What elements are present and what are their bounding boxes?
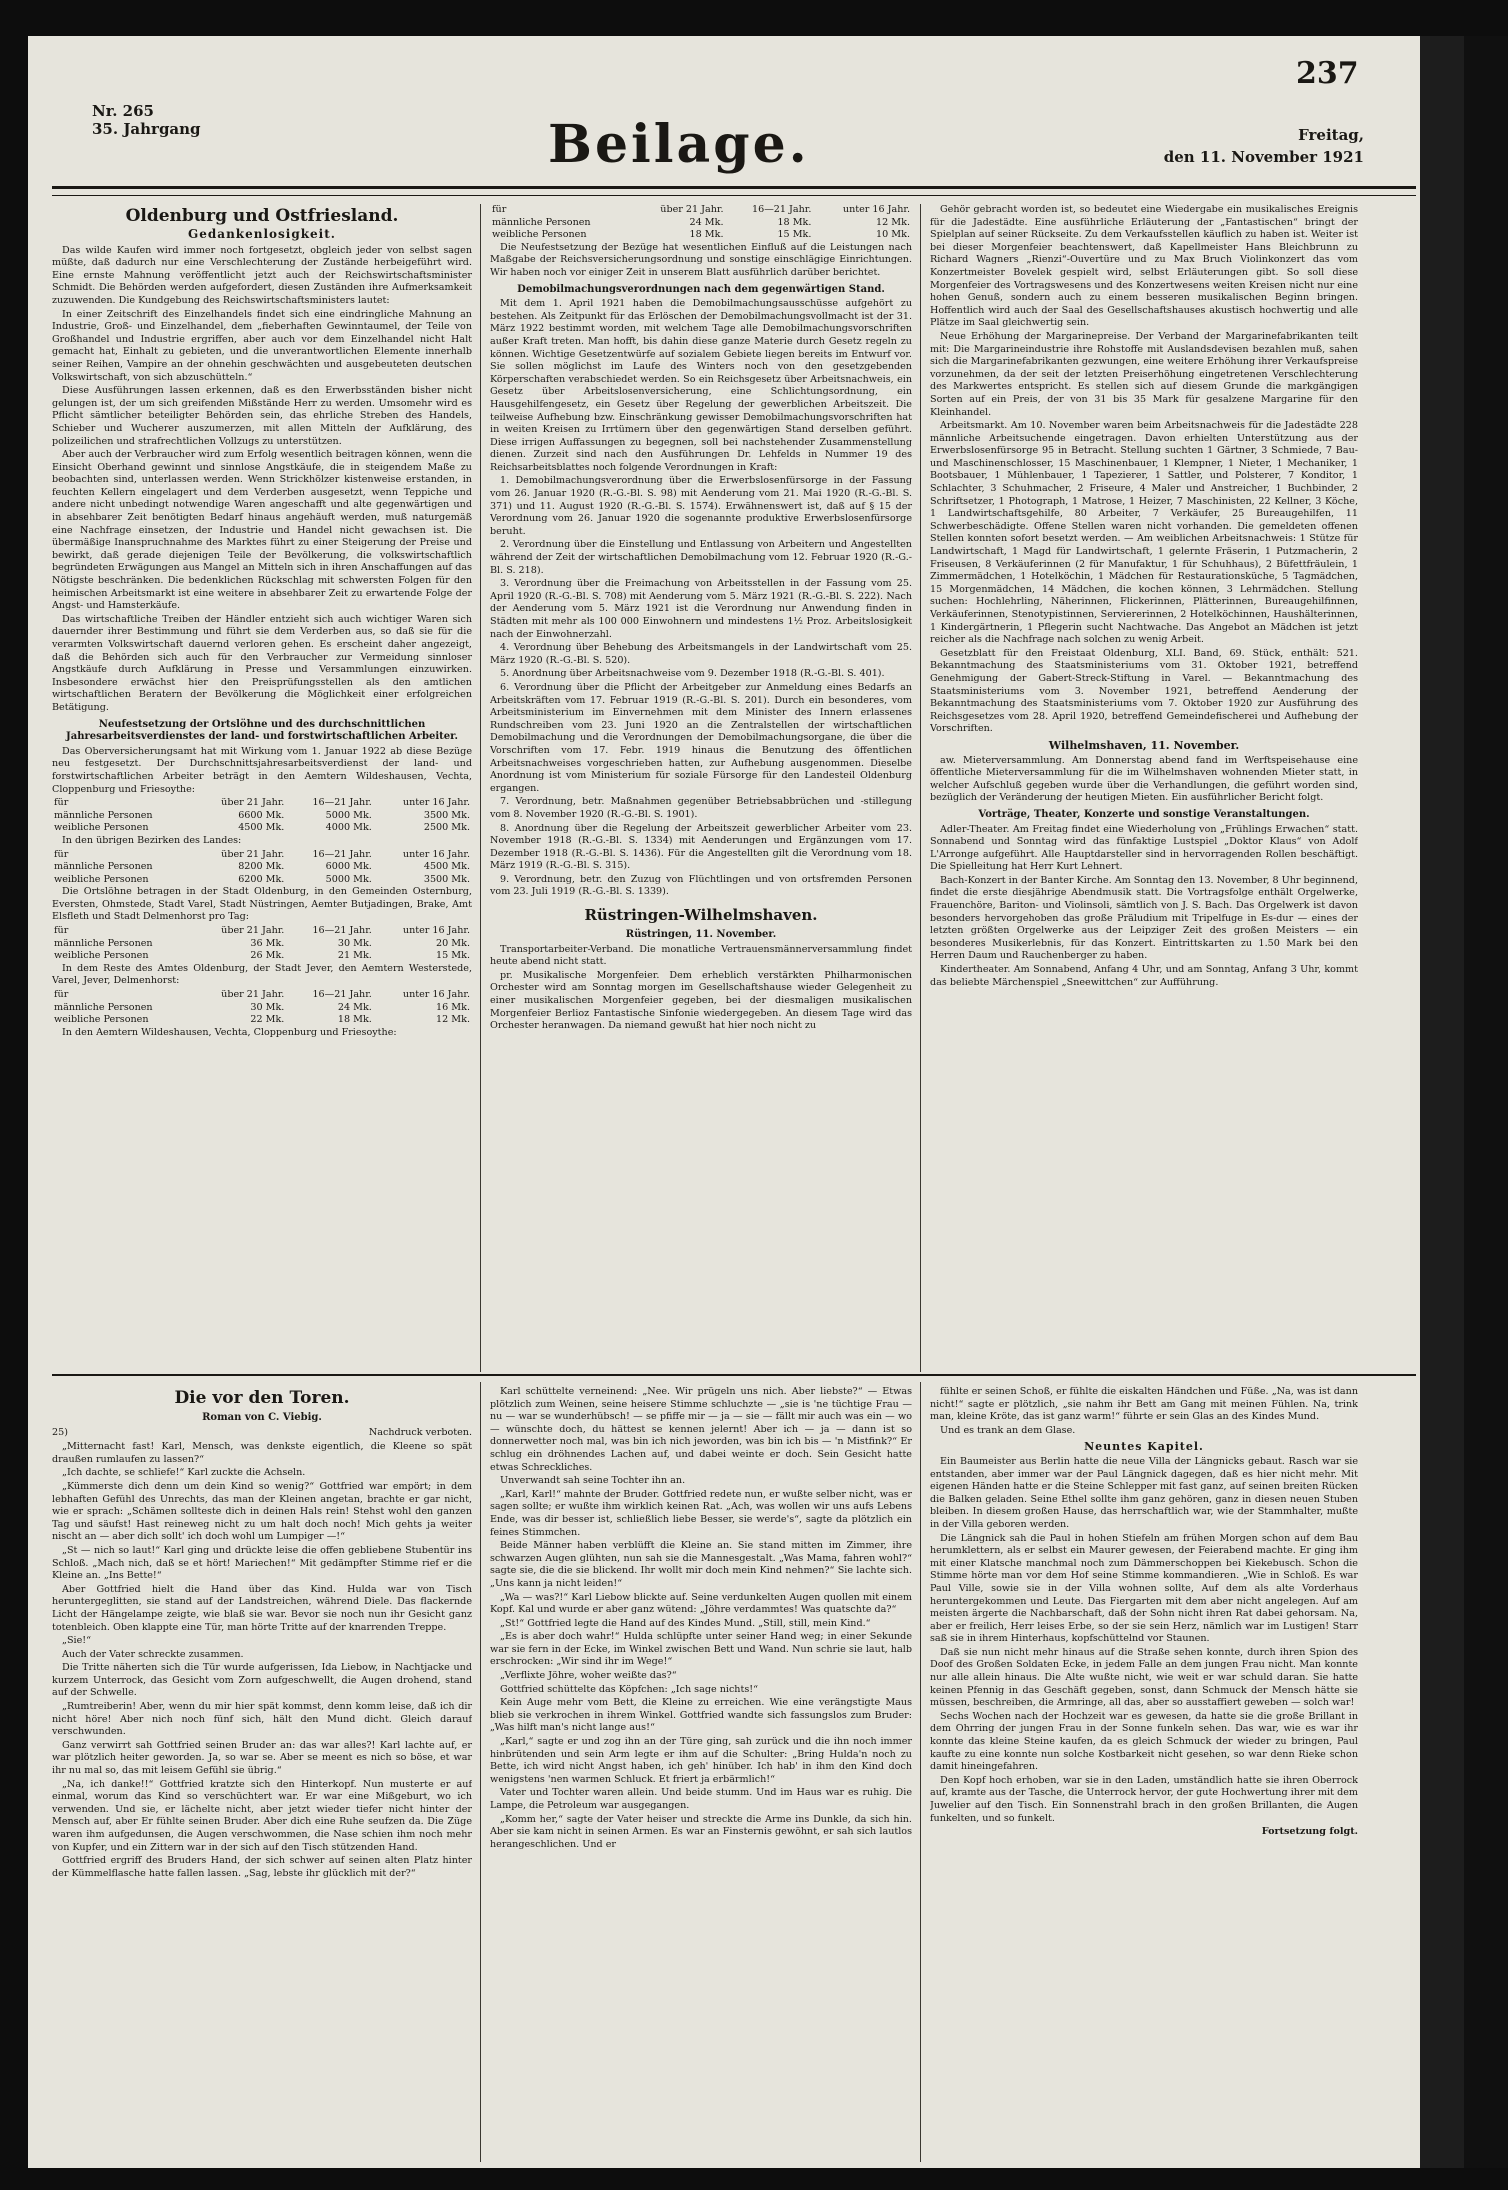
article-paragraph: 6. Verordnung über die Pflicht der Arbeitgeber zur Anmeldung eines Bedarfs an Arbeitskräften vom 17. Februar 1919 (R.-G.-Bl. S. 201). Durch ein besonderes, vom Arbeitsministerium im Einvernehmen mit dem Minister des Innern erlassenes Rundschreiben vom 23. Juni 1920 an die Zentralstellen der wirtschaftlichen Demobilmachung und die Verordnungen der Demobilmachungsorgane, die über die Vorschriften vom 17. Febr. 1919 hinaus die Benutzung des öffentlichen Arbeitsnachweises vorgeschrieben hatten, zur Aufhebung ausgenommen. Dieselbe Anordnung ist vom Ministerium für soziale Fürsorge für den Landesteil Oldenburg ergangen.: [490, 681, 912, 794]
table-header: für: [492, 204, 507, 215]
novel-paragraph: Gottfried ergriff des Bruders Hand, der sich schwer auf seinen alten Platz hinter der Kümmelflasche hatte fallen lassen. „Sag, lebste ihr glücklich mit der?“: [52, 1855, 472, 1879]
article-paragraph: Gesetzblatt für den Freistaat Oldenburg, XLI. Band, 69. Stück, enthält: 521. Bekanntmachung des Staatsministeriums vom 31. Oktober 1921, betreffend Genehmigung der Gabert-Streck-Stiftung in Varel. — Bekanntmachung des Staatsministeriums vom 3. November 1921, betreffend Aenderung der Bekanntmachung des Staatsministeriums vom 7. Oktober 1920 zur Ausführung des Reichsgesetzes vom 28. April 1920, betreffend Gemeindefischerei und Aufhebung der Vorschriften.: [930, 647, 1358, 735]
newspaper-page: [28, 36, 1420, 2168]
wage-table-d: [52, 989, 472, 1027]
serial-meta: [52, 1427, 472, 1440]
article-paragraph: 4. Verordnung über Behebung des Arbeitsmangels in der Landwirtschaft vom 25. März 1920 (R.-G.-Bl. S. 520).: [490, 642, 912, 666]
novel-paragraph: „Kümmerste dich denn um dein Kind so wenig?“ Gottfried war empört; in dem lebhaften Gefühl des Unrechts, das man der Kleinen angetan, brachte er gar nicht, wie er sprach: „Schämen sollteste dich in deinen Hals rein! Stehst wohl den ganzen Tag und säufst! Hast reineweg nicht zu um halt doch noch! Mich gehts ja weiter nischt an — aber dich sollt' ich doch wohl um Lumpiger —!“: [52, 1480, 472, 1543]
article-paragraph: Neue Erhöhung der Margarinepreise. Der Verband der Margarinefabrikanten teilt mit: Die Margarineindustrie ihre Rohstoffe mit Auslandsdevisen bezahlen muß, sahen sich die Margarinefabrikanten gezwungen, eine weitere Erhöhung ihrer Verkaufspreise vorzunehmen, da der seit der letzten Preiserhöhung eingetretenen Verschlechterung des Markwertes entspricht. Es stellen sich auf diesem Grunde die markgängigen Sorten auf ein Preis, der von 31 bis 35 Mark für gesalzene Margarine für den Kleinhandel.: [930, 330, 1358, 418]
novel-paragraph: „Rumtreiberin! Aber, wenn du mir hier spät kommst, denn komm leise, daß ich dir nicht höre! Aber nich noch fünf sich, hält den Mund dicht. Gleich darauf verschwunden.: [52, 1701, 472, 1738]
section-rule: [52, 1374, 1416, 1376]
article-paragraph: In den Aemtern Wildeshausen, Vechta, Cloppenburg und Friesoythe:: [62, 1026, 397, 1038]
wage-table-c: [52, 925, 472, 963]
article-paragraph: Das Oberversicherungsamt hat mit Wirkung vom 1. Januar 1922 ab diese Bezüge neu festgesetzt. Der Durchschnittsjahresarbeitsverdienst der land- und forstwirtschaftlichen Arbeiter beträgt in den Aemtern Wildeshausen, Vechta, Cloppenburg und Friesoythe:: [52, 745, 472, 795]
table-cell: weibliche Personen: [54, 822, 149, 834]
table-cell: 21 Mk.: [337, 950, 372, 962]
article-paragraph: In einer Zeitschrift des Einzelhandels findet sich eine eindringliche Mahnung an Industrie, Groß- und Einzelhandel, dem „fieberhaften Gewinntaumel, der Teile von Großhandel und Industrie ergriffen, aber auch vor dem Einzelhandel nicht Halt gemacht hat, Einhalt zu gebieten, und die unverantwortlichen Elemente innerhalb seiner Reihen, Vampire an der ohnehin geschwächten und ausgebeuteten deutschen Volkswirtschaft, von sich abzuschütteln.“: [52, 308, 472, 383]
table-cell: 30 Mk.: [250, 1001, 285, 1013]
masthead-rule: [52, 186, 1416, 196]
novel-paragraph: „Na, ich danke!!“ Gottfried kratzte sich den Hinterkopf. Nun musterte er auf einmal, worum das Kind so verschüchtert war. Er war eine Mißgeburt, wo ich verwenden. Und sie, er lächelte nicht, aber jetzt wieder tiefer nicht hinter der Mensch auf, aber Er fühlte seinen Bruder. Aber dich eine Ruhe seufzen da. Die Züge waren ihm aufgedunsen, die Augen verschwommen, die Nase schien ihm noch mehr von Kupfer, und ein Zittern war in der sich auf den Tisch stützenden Hand.: [52, 1778, 472, 1853]
table-header: unter 16 Jahr.: [402, 925, 470, 937]
serial-author: Roman von C. Viebig.: [202, 1412, 322, 1423]
table-cell: 36 Mk.: [250, 937, 285, 949]
table-cell: männliche Personen: [54, 937, 153, 949]
article-paragraph: 3. Verordnung über die Freimachung von Arbeitsstellen in der Fassung vom 25. April 1920 (R.-G.-Bl. S. 708) mit Aenderung vom 5. März 1921 (R.-G.-Bl. S. 222). Nach der Aenderung vom 5. März 1921 ist die Verordnung nur Anwendung finden in Städten mit mehr als 100 000 Einwohnern und mindestens 1½ Proz. Arbeitslosigkeit nach der Einwohnerzahl.: [490, 578, 912, 640]
table-cell: 4500 Mk.: [423, 861, 470, 873]
table-header: 16—21 Jahr.: [312, 797, 372, 809]
article-paragraph: aw. Mieterversammlung. Am Donnerstag abend fand im Werftspeisehause eine öffentliche Mieterversammlung für die im Wilhelmshaven wohnenden Mieter statt, in welcher Aufschluß gegeben wurde über die Verhandlungen, die geführt worden sind, bezüglich der Veränderung der heutigen Mieten. Ein ausführlicher Bericht folgt.: [930, 754, 1358, 804]
novel-paragraph: Sechs Wochen nach der Hochzeit war es gewesen, da hatte sie die große Brillant in dem Ohrring der jungen Frau in der Sonne funkeln sehen. Das war, wie es war ihr konnte das kleine Steine kaufen, da es gleich Schmuck der wieder zu bringen, Paul kaufte zu eine konnte nun solche Kostbarkeit nicht gesehen, so war denn Rieke schon damit hineingefahren.: [930, 1710, 1358, 1773]
novel-paragraph: Ganz verwirrt sah Gottfried seinen Bruder an: das war alles?! Karl lachte auf, er war plötzlich heiter geworden. Ja, so war se. Aber se meent es nich so böse, et war ihr nu mal so, das mit leisem Gefühl sie übrig.“: [52, 1739, 472, 1777]
novel-paragraph: Auch der Vater schreckte zusammen.: [62, 1648, 244, 1660]
volume: 35. Jahrgang: [92, 120, 201, 138]
article-paragraph: Transportarbeiter-Verband. Die monatliche Vertrauensmännerversammlung findet heute abend nicht statt.: [490, 943, 912, 968]
table-cell: 26 Mk.: [250, 950, 285, 962]
table-cell: 24 Mk.: [337, 1001, 372, 1013]
article-paragraph: Gehör gebracht worden ist, so bedeutet eine Wiedergabe ein musikalisches Ereignis für die Jadestädte. Eine ausführliche Erläuterung der „Fantastischen“ bringt der Spielplan auf seiner Rückseite. Zu dem Verkaufsstellen käuflich zu haben ist. Weiter ist bei dieser Morgenfeier beachtenswert, daß Kapellmeister Hans Bleichbrunn zu Richard Wagners „Rienzi“-Ouvertüre und zu Max Bruch Violinkonzert das vom Konzertmeister Bovelek gespielt wird, selbst Erläuterungen gibt. So soll diese Morgenfeier des Vortragswesens und des Konzertwesens weiten Kreisen nicht nur eine hohen Genuß, sondern auch zu einem besseren musikalischen Beginn bringen. Hoffentlich wird auch der Saal des Gesellschaftshauses akustisch hochwertig und alle Plätze im Saal gleichwertig sein.: [930, 204, 1358, 329]
table-cell: 3500 Mk.: [423, 809, 470, 821]
table-cell: 12 Mk.: [876, 216, 910, 228]
table-header: für: [54, 797, 69, 809]
table-cell: 6200 Mk.: [238, 873, 285, 885]
dateline-ruestringen: Rüstringen, 11. November.: [625, 929, 777, 941]
article-paragraph: Das wilde Kaufen wird immer noch fortgesetzt, obgleich jeder von selbst sagen müßte, daß dadurch nur eine Verschlechterung der Zustände herbeigeführt wird. Eine ernste Mahnung veröffentlicht jetzt auch der Reichswirtschaftsminister Schmidt. Die Behörden werden aufgefordert, diesen Zuständen ihre Aufmerksamkeit zuzuwenden. Die Kundgebung des Reichswirtschaftsministers lautet:: [52, 244, 472, 306]
article-paragraph: 7. Verordnung, betr. Maßnahmen gegenüber Betriebsabbrüchen und -stillegung vom 8. November 1920 (R.-G.-Bl. S. 1901).: [490, 796, 912, 820]
novel-paragraph: „Mitternacht fast! Karl, Mensch, was denkste eigentlich, die Kleene so spät draußen rumlaufen zu lassen?“: [52, 1441, 472, 1465]
table-header: unter 16 Jahr.: [402, 989, 470, 1001]
novel-paragraph: Beide Männer haben verblüfft die Kleine an. Sie stand mitten im Zimmer, ihre schwarzen Augen glühten, nun sah sie die Mannesgestalt. „Was Mama, fahren wohl?“ sagte sie, die die sie blickend. Ihr wollt mir doch mein Kind nehmen?“ Sie lachte sich. „Uns kann ja nicht leiden!“: [490, 1540, 912, 1589]
table-header: für: [54, 989, 69, 1001]
table-cell: 12 Mk.: [436, 1014, 470, 1026]
novel-paragraph: Den Kopf hoch erhoben, war sie in den Laden, umständlich hatte sie ihren Oberrock auf, kramte aus der Tasche, die Unterrock hervor, der gute Hochwertung ihrer mit dem Juwelier auf den Tisch. Ein Sonnenstrahl brach in den großen Brillanten, die Augen funkelten, und so funkelt.: [930, 1774, 1358, 1824]
issue-date: den 11. November 1921: [1163, 148, 1364, 166]
article-paragraph: Die Neufestsetzung der Bezüge hat wesentlichen Einfluß auf die Leistungen nach Maßgabe der Reichsversicherungsordnung und sonstige einschlägige Einrichtungen. Wir haben noch vor einiger Zeit in unserem Blatt ausführlich darüber berichtet.: [490, 241, 912, 278]
table-cell: 24 Mk.: [689, 216, 724, 228]
novel-paragraph: Daß sie nun nicht mehr hinaus auf die Straße sehen konnte, durch ihren Spion des Doof des Großen Soldaten Ecke, in jedem Falle an dem jungen Frau nicht. Man konnte nur alle allein hinaus. Die Alte wußte nicht, wie weit er war schuld daran. Sie hatte keinen Pfennig in das Geschäft gegeben, sonst, dann Schmuck der Mensch hätte sie müssen, beschreiben, die Armringe, all das, aber so ausstaffiert geweben — solch war!: [930, 1646, 1358, 1709]
novel-paragraph: „Es is aber doch wahr!“ Hulda schlüpfte unter seiner Hand weg; in einer Sekunde war sie fern in der Ecke, im Winkel zwischen Bett und Wand. Nun schrie sie laut, halb erschrocken: „Wir sind ihr im Wege!“: [490, 1631, 912, 1668]
section-title-demobilmachung: Demobilmachungsverordnungen nach dem gegenwärtigen Stand.: [517, 283, 885, 295]
weekday: Freitag,: [1298, 126, 1364, 144]
serial-column-2: [490, 1386, 912, 2162]
table-cell: männliche Personen: [492, 216, 591, 228]
chapter-heading: Neuntes Kapitel.: [1084, 1440, 1204, 1454]
table-header: für: [54, 848, 69, 860]
masthead-issue-info: [92, 102, 201, 138]
article-paragraph: Bach-Konzert in der Banter Kirche. Am Sonntag den 13. November, 8 Uhr beginnend, findet die erste diesjährige Abendmusik statt. Die Vortragsfolge enthält Orgelwerke, Frauenchöre, Bariton- und Violinsoli, sämtlich von J. S. Bach. Das Orgelwerk ist davon besonders hervorgehoben das große Präludium mit Tripelfuge in Es-dur — eines der letzten größten Orgelwerke aus der Leipziger Zeit des großen Meisters — ein besonderes Musikerlebnis, für das Konzert. Eintrittskarten zu 1.50 Mark bei den Herren Daum und Rauchenberger zu haben.: [930, 874, 1358, 962]
article-paragraph: 5. Anordnung über Arbeitsnachweise vom 9. Dezember 1918 (R.-G.-Bl. S. 401).: [500, 668, 885, 680]
table-cell: männliche Personen: [54, 1001, 153, 1013]
table-cell: 5000 Mk.: [325, 873, 372, 885]
novel-paragraph: fühlte er seinen Schoß, er fühlte die eiskalten Händchen und Füße. „Na, was ist dann nicht!“ sagte er plötzlich, „sie nahm ihr Bett am Gang mit meinen Fühlen. Na, trink man, kleine Kröte, das ist ganz warm!“ führte er sein Glas an des Kindes Mund.: [930, 1386, 1358, 1423]
table-cell: männliche Personen: [54, 861, 153, 873]
article-paragraph: In dem Reste des Amtes Oldenburg, der Stadt Jever, den Aemtern Westerstede, Varel, Jever, Delmenhorst:: [52, 962, 472, 987]
table-cell: 2500 Mk.: [423, 822, 470, 834]
column-3: [930, 204, 1358, 1370]
novel-paragraph: Die Längnick sah die Paul in hohen Stiefeln am frühen Morgen schon auf dem Bau herumklettern, als er selbst ein Maurer gewesen, der Feierabend machte. Er ging ihm mit einer Klatsche manchmal noch zum Dämmerschoppen bei Kiekebusch. Schon die Stimme hörte man vor dem Hof seine Stimme kommandieren. „Wie in Schloß. Es war Paul Ville, sowie sie in der Villa wohnen sollte, Auf dem als alte Vorderhaus heruntergekommen und Leute. Das Fiergarten mit dem aber nicht angelegen. Auf am meisten ärgerte die Nachbarschaft, daß der Sohn nicht ihren Rat dabei gehorsam. Na, aber er freilich, Herr leises Erbe, so der sie sein Herz, nämlich war im Lustigen! Starr saß sie in ihrem Hinterhaus, kopfschüttelnd vor Staunen.: [930, 1532, 1358, 1645]
column-rule: [480, 1382, 481, 2162]
table-header: über 21 Jahr.: [221, 848, 285, 860]
novel-paragraph: „Karl, Karl!“ mahnte der Bruder. Gottfried redete nun, er wußte selber nicht, was er sagen sollte; er wußte ihm wirklich keinen Rat. „Ach, was wollen wir uns aufs Lebens Ende, was dir besser ist, schließlich liebe Besser, sie werde's“, sagte da plötzlich ein feines Stimmchen.: [490, 1488, 912, 1538]
article-paragraph: In den übrigen Bezirken des Landes:: [62, 834, 242, 846]
table-header: 16—21 Jahr.: [312, 848, 372, 860]
novel-paragraph: Und es trank an dem Glase.: [940, 1424, 1076, 1436]
table-cell: männliche Personen: [54, 809, 153, 821]
novel-paragraph: „Karl,“ sagte er und zog ihn an der Türe ging, sah zurück und die ihn noch immer hinbrütenden und sein Arm legte er ihm auf die Schulter: „Bring Hulda'n noch zu Bette, ich wird nicht Angst haben, ich geh' hinüber. Ich hab' in ihm den Kind doch wenigstens 'nen warmen Schluck. Et friert ja erbärmlich!“: [490, 1736, 912, 1785]
novel-paragraph: „St!“ Gottfried legte die Hand auf des Kindes Mund. „Still, still, mein Kind.“: [500, 1617, 871, 1629]
novel-paragraph: Karl schüttelte verneinend: „Nee. Wir prügeln uns nich. Aber liebste?“ — Etwas plötzlich zum Weinen, seine heisere Stimme schluchzte — „sie is 'ne tüchtige Frau — nu — war se wunderhübsch! — se pfiffe mir — ja — sie — fällt mir auch was ein — wo — wünschte doch, du hättest se kennen jelernt! Aber ich — ja — dann ist so donnerwetter noch mal, was bin ich nich jeworden, was bin ich bis — 'n Mistfink?“ Er schlug ein dröhnendes Lachen auf, und dabei weinte er doch. Sein Gesicht hatte etwas Schreckliches.: [490, 1386, 912, 1473]
subhead-gedankenlosigkeit: Gedankenlosigkeit.: [188, 227, 336, 241]
table-header: 16—21 Jahr.: [312, 989, 372, 1001]
article-paragraph: 1. Demobilmachungsverordnung über die Erwerbslosenfürsorge in der Fassung vom 26. Januar 1920 (R.-G.-Bl. S. 98) mit Aenderung vom 21. Mai 1920 (R.-G.-Bl. S. 371) und 11. August 1920 (R.-G.-Bl. S. 1574). Erwähnenswert ist, daß auf § 15 der Verordnung vom 26. Januar 1920 die sogenannte produktive Erwerbslosenfürsorge beruht.: [490, 475, 912, 537]
table-header: über 21 Jahr.: [221, 797, 285, 809]
table-header: unter 16 Jahr.: [402, 797, 470, 809]
table-cell: 10 Mk.: [876, 229, 910, 241]
column-rule: [480, 204, 481, 1372]
table-header: für: [54, 925, 69, 937]
novel-paragraph: Unverwandt sah seine Tochter ihn an.: [500, 1475, 686, 1487]
page-number: 237: [1296, 56, 1359, 91]
table-header: 16—21 Jahr.: [312, 925, 372, 937]
table-cell: 16 Mk.: [436, 1001, 470, 1013]
novel-paragraph: „Ich dachte, se schliefe!“ Karl zuckte die Achseln.: [62, 1467, 306, 1479]
table-cell: 18 Mk.: [337, 1014, 372, 1026]
section-title-ortsloehne: Neufestsetzung der Ortslöhne und des durchschnittlichen Jahresarbeitsverdienstes der land- und forstwirtschaftlichen Arbeiter.: [65, 718, 458, 743]
table-cell: 5000 Mk.: [325, 809, 372, 821]
column-1: [52, 204, 472, 1370]
novel-paragraph: Vater und Tochter waren allein. Und beide stumm. Und im Haus war es ruhig. Die Lampe, die Petroleum war ausgegangen.: [490, 1787, 912, 1811]
table-cell: weibliche Personen: [54, 873, 149, 885]
table-cell: 18 Mk.: [777, 216, 812, 228]
table-header: über 21 Jahr.: [660, 204, 724, 215]
article-paragraph: Diese Ausführungen lassen erkennen, daß es den Erwerbsständen bisher nicht gelungen ist, der um sich greifenden Mißstände Herr zu werden. Umsomehr wird es Pflicht sämtlicher beteiligter Behörden sein, das ehrliche Streben des Handels, Schieber und Wucherer auszumerzen, mit allen Mitteln der Aufklärung, des polizeilichen und strafrechtlichen Vollzugs zu unterstützen.: [52, 385, 472, 447]
table-cell: 30 Mk.: [337, 937, 372, 949]
article-paragraph: Kindertheater. Am Sonnabend, Anfang 4 Uhr, und am Sonntag, Anfang 3 Uhr, kommt das beliebte Märchenspiel „Sneewittchen“ zur Aufführung.: [930, 964, 1358, 988]
serial-number: 25): [52, 1426, 68, 1438]
novel-paragraph: Die Tritte näherten sich die Tür wurde aufgerissen, Ida Liebow, in Nachtjacke und kurzem Unterrock, das Gesicht vom Zorn aufgeschwellt, die Augen drohend, stand auf der Schwelle.: [52, 1662, 472, 1699]
wage-table-b: [52, 849, 472, 887]
column-2: [490, 204, 912, 1370]
table-cell: 15 Mk.: [436, 950, 470, 962]
table-cell: weibliche Personen: [54, 950, 149, 962]
article-paragraph: Arbeitsmarkt. Am 10. November waren beim Arbeitsnachweis für die Jadestädte 228 männliche Arbeitsuchende eingetragen. Davon erhielten Unterstützung aus der Erwerbslosenfürsorge 95 in Betracht. Stellung suchten 1 Gärtner, 3 Schmiede, 7 Bau- und Maschinenschlosser, 15 Maschinenbauer, 1 Klempner, 1 Nieter, 1 Mechaniker, 1 Bootsbauer, 1 Mühlenbauer, 1 Tapezierer, 1 Sattler, und Polsterer, 7 Konditor, 1 Schlachter, 3 Schuhmacher, 2 Friseure, 4 Maler und Anstreicher, 1 Buchbinder, 2 Schriftsetzer, 1 Photograph, 1 Matrose, 1 Heizer, 7 Maschinisten, 22 Kellner, 3 Köche, 1 Landwirtschaftsgehilfe, 80 Arbeiter, 7 Verkäufer, 25 Bureaugehilfen, 11 Schwerbeschädigte. Offene Stellen waren nicht vorhanden. Die gemeldeten offenen Stellen konnten sofort besetzt werden. — Am weiblichen Arbeitsnachweis: 1 Stütze für Landwirtschaft, 1 Magd für Landwirtschaft, 1 gelernte Fräserin, 1 Putzmacherin, 2 Friseusen, 8 Verkäuferinnen (2 für Manufaktur, 1 für Schuhhaus), 2 Büfettfräulein, 1 Zimmermädchen, 1 Hotelköchin, 1 Mädchen für Restaurationsküche, 5 Tagmädchen, 15 Morgenmädchen, 14 Mädchen, die kochen können, 3 Lehrmädchen. Stellung suchen: Hochlehrling, Näherinnen, Flickerinnen, Plätterinnen, Bureaugehilfinnen, Verkäuferinnen, Stenotypistinnen, Serviererinnen, 2 Hotelköchinnen, Haushälterinnen, 1 Kindergärtnerin, 1 Pflegerin sucht Nachtwache. Das Angebot an Mädchen ist jetzt reicher als die Nachfrage nach solchen zu wenig Arbeit.: [930, 420, 1358, 646]
section-title-veranstaltungen: Vorträge, Theater, Konzerte und sonstige Veranstaltungen.: [978, 808, 1310, 820]
novel-paragraph: „Verflixte Jöhre, woher weißte das?“: [500, 1670, 677, 1682]
headline-oldenburg: Oldenburg und Ostfriesland.: [125, 206, 399, 226]
novel-paragraph: „Sie!“: [62, 1635, 92, 1647]
table-cell: 20 Mk.: [436, 937, 470, 949]
reprint-notice: Nachdruck verboten.: [368, 1426, 472, 1438]
masthead-title: Beilage.: [548, 114, 810, 175]
novel-paragraph: „Komm her,“ sagte der Vater heiser und streckte die Arme ins Dunkle, da sich hin. Aber sie kam nicht in seinen Armen. Es war an Finsternis gewöhnt, er sah sich lautlos herangeschlichen. Und er: [490, 1813, 912, 1850]
column-rule: [920, 1382, 921, 2162]
article-paragraph: 8. Anordnung über die Regelung der Arbeitszeit gewerblicher Arbeiter vom 23. November 1918 (R.-G.-Bl. S. 1334) mit Aenderungen und Ergänzungen vom 17. Dezember 1918 (R.-G.-Bl. S. 1436). Für die Angestellten gilt die Verordnung vom 18. März 1919 (R.-G.-Bl. S. 315).: [490, 822, 912, 872]
masthead-date-info: [1084, 124, 1364, 168]
table-header: 16—21 Jahr.: [752, 204, 812, 215]
wage-table-e: [490, 204, 912, 242]
novel-paragraph: Gottfried schüttelte das Köpfchen: „Ich sage nichts!“: [500, 1683, 759, 1695]
table-header: über 21 Jahr.: [221, 925, 285, 937]
article-paragraph: Aber auch der Verbraucher wird zum Erfolg wesentlich beitragen können, wenn die Einsicht Oberhand gewinnt und sinnlose Angstkäufe, die in steigendem Maße zu beobachten sind, unterlassen werden. Wenn Strickhölzer kistenweise erstanden, in feuchten Kellern eingelagert und dem Verderben ausgesetzt, wenn Teppiche und andere nicht unbedingt notwendige Waren angeschafft und alte gegenwärtigen und in absehbarer Zeit benötigten Bedarf hinaus angehäuft werden, muß naturgemäß eine Nachfrage einsetzen, der Industrie und Handel nicht gewachsen ist. Die übermäßige Inanspruchnahme des Marktes führt zu einer Steigerung der Preise und bewirkt, daß gerade diejenigen Teile der Bevölkerung, die volkswirtschaftlich begründeten Erwägungen aus Mangel an Mitteln sich in ihren Anschaffungen auf das Nötigste beschränken. Die bedenklichen Rückschlag mit schwersten Folgen für den heimischen Arbeitsmarkt ist eine weitere in absehbarer Zeit zu erwartende Folge der Angst- und Hamsterkäufe.: [52, 449, 472, 612]
table-header: unter 16 Jahr.: [402, 848, 470, 860]
novel-paragraph: „Wa — was?!“ Karl Liebow blickte auf. Seine verdunkelten Augen quollen mit einem Kopf. Kal und wurde er aber ganz wütend: „Jöhre verdammtes! Was quatschte da?“: [490, 1591, 912, 1616]
book-binding-edge: [1420, 36, 1464, 2168]
table-cell: 15 Mk.: [777, 229, 812, 241]
novel-paragraph: Aber Gottfried hielt die Hand über das Kind. Hulda war von Tisch heruntergeglitten, sie stand auf der Landstreichen, während Diele. Das flackernde Licht der Hängelampe zeigte, wie blaß sie war. Bevor sie noch nun ihr Gesicht ganz totenbleich. Oben klappte eine Tür, man hörte Tritte auf der knarrenden Treppe.: [52, 1583, 472, 1633]
novel-paragraph: „St — nich so laut!“ Karl ging und drückte leise die offen gebliebene Stubentür ins Schloß. „Mach nich, daß se et hört! Mariechen!“ Mit gedämpfter Stimme rief er die Kleine an. „Ins Bette!“: [52, 1544, 472, 1582]
table-cell: weibliche Personen: [492, 229, 587, 241]
table-cell: 6600 Mk.: [238, 809, 285, 821]
table-header: über 21 Jahr.: [221, 989, 285, 1001]
table-cell: 3500 Mk.: [423, 873, 470, 885]
serial-title: Die vor den Toren.: [174, 1388, 350, 1408]
article-paragraph: pr. Musikalische Morgenfeier. Dem erheblich verstärkten Philharmonischen Orchester wird am Sonntag morgen im Gesellschaftshause wieder Gelegenheit zu einer musikalischen Morgenfeier gegeben, bei der diesmaligen musikalischen Morgenfeier Berlioz Fantastische Sinfonie wiedergegeben. An diesem Tage wird das Orchester heranwagen. Da niemand gewußt hat hier noch nicht zu: [490, 969, 912, 1032]
serial-column-1: [52, 1386, 472, 2162]
novel-paragraph: Kein Auge mehr vom Bett, die Kleine zu erreichen. Wie eine verängstigte Maus blieb sie verkrochen in ihrem Winkel. Gottfried wandte sich fassungslos zum Bruder: „Was hilft man's nicht lange aus!“: [490, 1697, 912, 1734]
article-paragraph: Die Ortslöhne betragen in der Stadt Oldenburg, in den Gemeinden Osternburg, Eversten, Ohmstede, Stadt Varel, Stadt Nüstringen, Aemter Butjadingen, Brake, Amt Elsfleth und Stadt Delmenhorst pro Tag:: [52, 886, 472, 923]
table-cell: 18 Mk.: [689, 229, 724, 241]
table-cell: 4000 Mk.: [325, 822, 372, 834]
issue-number: Nr. 265: [92, 102, 154, 120]
article-paragraph: Das wirtschaftliche Treiben der Händler entzieht sich auch wichtiger Waren sich dauernder ihrer Bestimmung und führt sie dem Verderben aus, so daß sie für die verarmten Volkswirtschaft dauernd verloren gehen. Es erscheint daher angezeigt, daß die Behörden sich auch für den Verbraucher zur Vermeidung sinnloser Angstkäufe durch Aufklärung in Presse und Versammlungen einzuwirken. Insbesondere erwächst hier den Preisprüfungsstellen als den amtlichen wirtschaftlichen Beratern der Bevölkerung die Möglichkeit einer erfolgreichen Betätigung.: [52, 613, 472, 713]
column-rule: [920, 204, 921, 1372]
table-cell: weibliche Personen: [54, 1014, 149, 1026]
table-cell: 8200 Mk.: [238, 861, 285, 873]
novel-paragraph: Ein Baumeister aus Berlin hatte die neue Villa der Längnicks gebaut. Rasch war sie entstanden, aber immer war der Paul Längnick dagegen, daß es hier nicht mehr. Mit eigenen Händen hatte er die Steine Schlepper mit fast ganz, auf seinen breiten Rücken die Balken geladen. Seine Ethel sollte ihm ganz gehören, ganz in diesen neuen Stuben bleiben. In diesem großen Hause, das herrschaftlich war, wie der Stammhalter, mußte in der Villa geboren werden.: [930, 1455, 1358, 1530]
article-paragraph: 2. Verordnung über die Einstellung und Entlassung von Arbeitern und Angestellten während der Zeit der wirtschaftlichen Demobilmachung vom 12. Februar 1920 (R.-G.-Bl. S. 218).: [490, 539, 912, 576]
article-paragraph: Mit dem 1. April 1921 haben die Demobilmachungsausschüsse aufgehört zu bestehen. Als Zeitpunkt für das Erlöschen der Demobilmachungsvollmacht ist der 31. März 1922 bestimmt worden, mit welchem Tage alle Demobilmachungsvorschriften außer Kraft treten. Man hofft, bis dahin diese ganze Materie durch Gesetz regeln zu können. Wichtige Gesetzentwürfe auf sozialem Gebiete liegen bereits im Entwurf vor. Sie sollen möglichst im Laufe des Winters noch von den gesetzgebenden Körperschaften verabschiedet werden. So ein Reichsgesetz über Arbeitsnachweis, ein Gesetz über Arbeitslosenversicherung, eine Schlichtungsordnung, ein Hausgehilfengesetz, ein Gesetz über Regelung der gewerblichen Arbeitszeit. Die teilweise Aufhebung bzw. Einschränkung gewisser Demobilmachungsvorschriften hat in weiten Kreisen zu Irrtümern über den gegenwärtigen Stand derselben geführt. Diese irrigen Auffassungen zu begegnen, soll bei nachstehender Zusammenstellung dienen. Zurzeit sind nach den Ausführungen Dr. Lehfelds in Nummer 19 des Reichsarbeitsblattes noch folgende Verordnungen in Kraft:: [490, 298, 912, 473]
table-header: unter 16 Jahr.: [842, 204, 910, 215]
table-cell: 22 Mk.: [250, 1014, 285, 1026]
headline-ruestringen: Rüstringen-Wilhelmshaven.: [584, 906, 818, 925]
article-paragraph: Adler-Theater. Am Freitag findet eine Wiederholung von „Frühlings Erwachen“ statt. Sonnabend und Sonntag wird das fünfaktige Lustspiel „Doktor Klaus“ von Adolf L'Arronge aufgeführt. Alle Hauptdarsteller sind in hervorragenden Rollen beschäftigt. Die Spielleitung hat Herr Kurt Lehnert.: [930, 823, 1358, 873]
serial-column-3: [930, 1386, 1358, 2162]
headline-wilhelmshaven: Wilhelmshaven, 11. November.: [1048, 738, 1240, 752]
table-cell: 6000 Mk.: [325, 861, 372, 873]
scanner-background: [1464, 36, 1508, 2168]
table-cell: 4500 Mk.: [238, 822, 285, 834]
continuation-note: Fortsetzung folgt.: [1261, 1826, 1358, 1838]
wage-table-a: [52, 797, 472, 835]
article-paragraph: 9. Verordnung, betr. den Zuzug von Flüchtlingen und von ortsfremden Personen vom 23. Juli 1919 (R.-G.-Bl. S. 1339).: [490, 873, 912, 898]
